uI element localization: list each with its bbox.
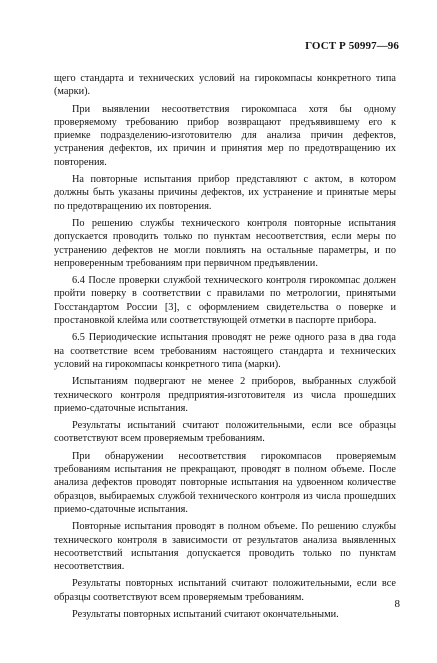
paragraph-retest-results-positive: Результаты повторных испытаний считают положительными, если все образцы соответствуют всем проверяемым требованиям. [54,578,396,603]
paragraph-retest-results-final: Результаты повторных испытаний считают окончательными. [72,608,339,620]
body-text [54,72,396,625]
paragraph-nonconformity-detected: При обнаружении несоответствия гирокомпасов проверяемым требованиям испытания не прекращают, проводят в полном объеме. После анализа дефектов проводят повторные испытания на удвоенном количестве образцов, выбираемых службой технического контроля из числа прошедших приемо-сдаточные испытания. [54,450,396,515]
paragraph-retest-full-scope: Повторные испытания проводят в полном объеме. По решению службы технического контроля в зависимости от результатов анализа выявленных несоответствий испытания допускается проводить только по пунктам несоответствия. [54,521,396,573]
paragraph-continuation: щего стандарта и технических условий на гирокомпасы конкретного типа (марки). [54,73,396,98]
page-number: 8 [394,598,400,610]
paragraph-sample-selection: Испытаниям подвергают не менее 2 приборов, выбранных службой технического контроля предприятия-изготовителя из числа прошедших приемо-сдаточные испытания. [54,376,396,414]
paragraph-nonconformity-return: При выявлении несоответствия гирокомпаса хотя бы одному проверяемому требованию прибор возвращают предъявившему его к приемке подразделению-изготовителю для анализа причин дефектов, устранения дефектов, их причин и принятия мер по предотвращению их повторения. [54,103,396,168]
document-code-header: ГОСТ Р 50997—96 [305,40,399,52]
paragraph-section-6-5: 6.5 Периодические испытания проводят не реже одного раза в два года на соответствие всем требованиям настоящего стандарта и технических условий на гирокомпасы конкретного типа (марки). [54,332,396,370]
paragraph-results-positive: Результаты испытаний считают положительными, если все образцы соответствуют всем проверяемым требованиям. [54,420,396,445]
paragraph-section-6-4: 6.4 После проверки службой технического контроля гирокомпас должен пройти поверку в соответствии с правилами по метрологии, принятыми Госстандартом России [3], с оформлением свидетельства о поверке и простановкой клейма или соответствующей отметки в паспорте прибора. [54,275,396,327]
paragraph-retest-act: На повторные испытания прибор представляют с актом, в котором должны быть указаны причины дефектов, их устранение и принятые меры по предотвращению их повторения. [54,174,396,212]
paragraph-retest-scope: По решению службы технического контроля повторные испытания допускается проводить только по пунктам несоответствия, если меры по устранению дефектов не могли повлиять на остальные параметры, и по непроверенным требованиям при первичном предъявлении. [54,217,396,269]
